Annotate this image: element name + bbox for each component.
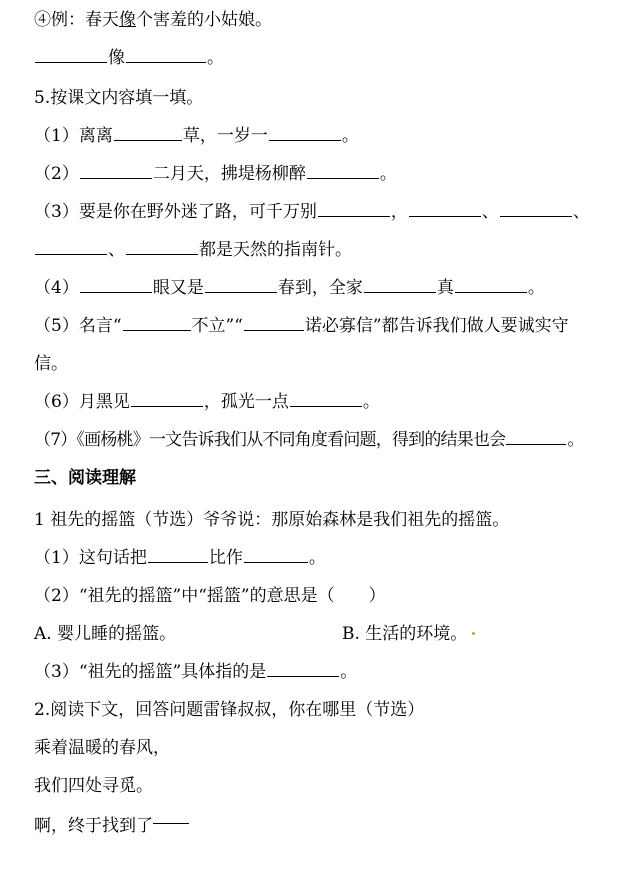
q5-item2 bbox=[34, 162, 397, 186]
p1-q3-text-a: （3）“祖先的摇篮”具体指的是 bbox=[34, 662, 267, 682]
fill-blank[interactable] bbox=[148, 546, 208, 563]
fill-blank[interactable] bbox=[267, 660, 339, 677]
q5-item7-text-a: （7）《画杨桃》一文告诉我们从不同角度看问题，得到的结果也会 bbox=[34, 430, 506, 450]
q5-item6-text-b: ，孤光一点 bbox=[203, 392, 289, 412]
p1-q1-text-b: 比作 bbox=[208, 548, 243, 568]
fill-blank[interactable] bbox=[244, 314, 304, 331]
em-dash bbox=[153, 823, 189, 824]
q5-item3-text-d: 、 bbox=[572, 202, 590, 222]
fill-blank[interactable] bbox=[126, 238, 198, 255]
example-underlined-word: 像 bbox=[119, 10, 136, 30]
q5-item2-text-c: 。 bbox=[379, 164, 397, 184]
section3-title: 三、阅读理解 bbox=[34, 468, 136, 488]
example-suffix: 个害羞的小姑娘。 bbox=[136, 10, 272, 30]
q5-item3-text-b: ， bbox=[390, 202, 408, 222]
poem-line-3 bbox=[34, 814, 189, 838]
q5-item3-text-c: 、 bbox=[481, 202, 499, 222]
example-fill-line bbox=[34, 46, 224, 70]
fill-blank[interactable] bbox=[80, 162, 152, 179]
fill-blank[interactable] bbox=[205, 276, 277, 293]
passage2-title: 2.阅读下文，回答问题雷锋叔叔，你在哪里（节选） bbox=[34, 700, 425, 720]
fill-blank[interactable] bbox=[500, 200, 572, 217]
q5-item5-text-a: （5）名言“ bbox=[34, 316, 122, 336]
q5-item5 bbox=[34, 314, 569, 338]
passage1-q1 bbox=[34, 546, 326, 570]
fill-blank[interactable] bbox=[307, 162, 379, 179]
q5-item3b-text-a: 、 bbox=[108, 240, 125, 260]
q5-item3b-text-b: 都是天然的指南针。 bbox=[199, 240, 352, 260]
q5-item1-text-b: 草，一岁一 bbox=[182, 126, 268, 146]
q5-item5-text-c: 诺必寡信”都告诉我们做人要诚实守 bbox=[304, 316, 569, 336]
fill-blank[interactable] bbox=[318, 200, 390, 217]
q5-item3-continued bbox=[34, 238, 352, 262]
q5-item5-text-b: 不立”“ bbox=[191, 316, 243, 336]
q5-item4-text-a: （4） bbox=[34, 278, 79, 298]
q5-item4-text-e: 。 bbox=[527, 278, 545, 298]
example-line bbox=[34, 8, 272, 32]
poem-line-3-text: 啊，终于找到了 bbox=[34, 816, 153, 836]
p1-q1-text-c: 。 bbox=[308, 548, 326, 568]
example-fill-end: 。 bbox=[207, 48, 224, 68]
q5-item1-text-c: 。 bbox=[341, 126, 359, 146]
fill-blank[interactable] bbox=[80, 276, 152, 293]
q5-item4-text-b: 眼又是 bbox=[152, 278, 204, 298]
example-prefix: ④例：春天 bbox=[34, 10, 119, 30]
fill-blank[interactable] bbox=[455, 276, 527, 293]
q5-item1-text-a: （1）离离 bbox=[34, 126, 113, 146]
fill-blank[interactable] bbox=[35, 46, 107, 63]
passage1-options bbox=[34, 622, 624, 646]
fill-blank[interactable] bbox=[409, 200, 481, 217]
q5-item6-text-a: （6）月黑见 bbox=[34, 392, 130, 412]
q5-item4-text-d: 真 bbox=[436, 278, 454, 298]
q5-item7 bbox=[34, 428, 584, 452]
option-a[interactable]: A. 婴儿睡的摇篮。 bbox=[34, 624, 177, 644]
q5-item3 bbox=[34, 200, 590, 224]
q5-item2-text-a: （2） bbox=[34, 164, 79, 184]
q5-item1 bbox=[34, 124, 359, 148]
fill-blank[interactable] bbox=[35, 238, 107, 255]
option-b[interactable]: B. 生活的环境。 bbox=[342, 624, 468, 644]
fill-blank[interactable] bbox=[364, 276, 436, 293]
q5-item6-text-c: 。 bbox=[362, 392, 380, 412]
q5-item4-text-c: 春到，全家 bbox=[277, 278, 363, 298]
passage1-q2: （2）“祖先的摇篮”中“摇篮”的意思是（ ） bbox=[34, 586, 386, 606]
fill-blank[interactable] bbox=[506, 428, 566, 445]
fill-blank[interactable] bbox=[114, 124, 182, 141]
example-fill-middle: 像 bbox=[108, 48, 125, 68]
passage1-title: 1 祖先的摇篮（节选）爷爷说：那原始森林是我们祖先的摇篮。 bbox=[34, 510, 510, 530]
poem-line-2: 我们四处寻觅。 bbox=[34, 776, 153, 796]
stray-dot bbox=[472, 632, 475, 635]
fill-blank[interactable] bbox=[290, 390, 362, 407]
q5-item7-text-b: 。 bbox=[567, 430, 584, 450]
q5-item2-text-b: 二月天，拂堤杨柳醉 bbox=[152, 164, 306, 184]
p1-q3-text-b: 。 bbox=[340, 662, 358, 682]
q5-item4 bbox=[34, 276, 545, 300]
q5-item3-text-a: （3）要是你在野外迷了路，可千万别 bbox=[34, 202, 317, 222]
p1-q1-text-a: （1）这句话把 bbox=[34, 548, 147, 568]
q5-title: 5.按课文内容填一填。 bbox=[34, 88, 204, 108]
poem-line-1: 乘着温暖的春风， bbox=[34, 738, 170, 758]
fill-blank[interactable] bbox=[244, 546, 308, 563]
q5-item6 bbox=[34, 390, 380, 414]
fill-blank[interactable] bbox=[269, 124, 341, 141]
fill-blank[interactable] bbox=[123, 314, 191, 331]
passage1-q3 bbox=[34, 660, 357, 684]
q5-item5-continued: 信。 bbox=[34, 354, 68, 374]
fill-blank[interactable] bbox=[131, 390, 203, 407]
fill-blank[interactable] bbox=[126, 46, 206, 63]
